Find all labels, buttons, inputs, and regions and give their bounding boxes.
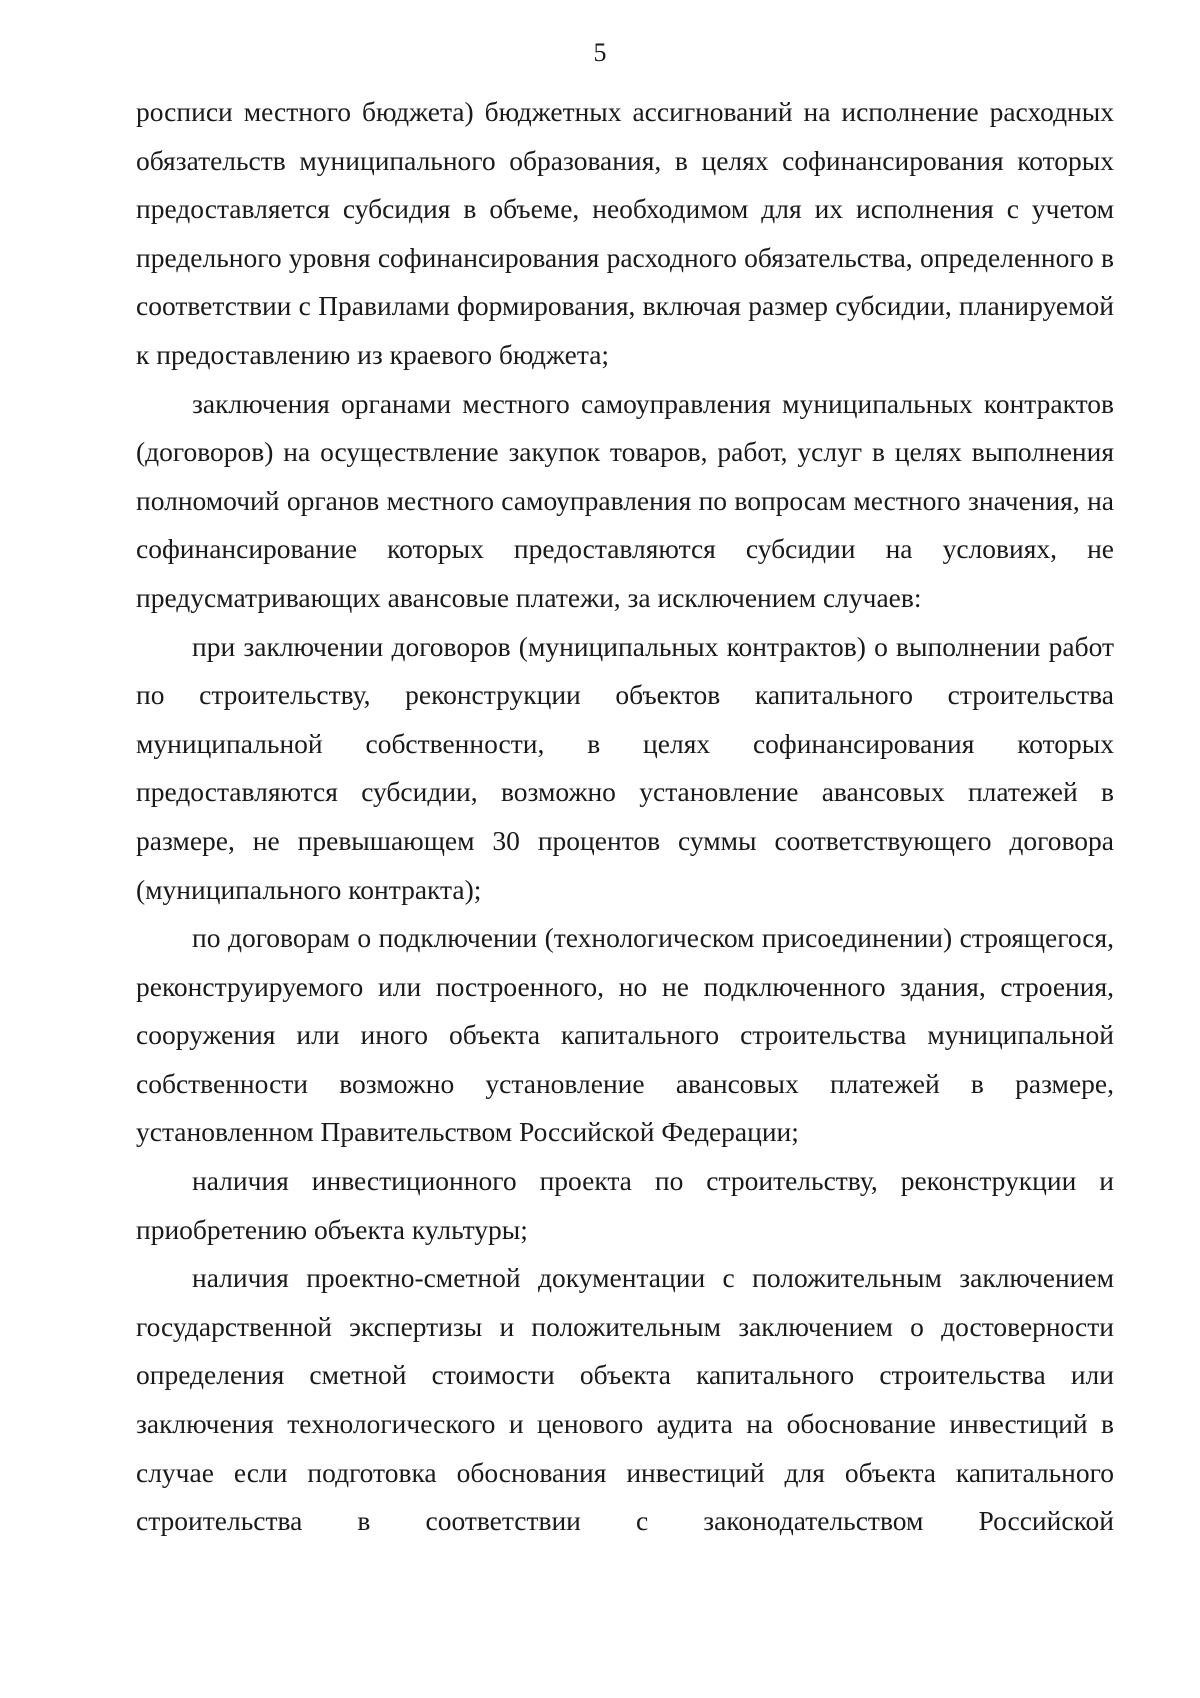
paragraph-municipal-contracts: заключения органами местного самоуправления муниципальных контрактов (договоров) на осуществление закупок товаров, работ, услуг в целях выполнения полномочий органов местного самоуправления по вопросам местного значения, на софинансирование которых предоставляются субсидии на условиях, не предусматривающих авансовые платежи, за исключением случаев: xyxy=(136,387,1114,613)
paragraph-investment-project: наличия инвестиционного проекта по строительству, реконструкции и приобретению объекта культуры; xyxy=(136,1165,1114,1245)
page-number: 5 xyxy=(593,38,607,67)
paragraph-design-documentation: наличия проектно-сметной документации с положительным заключением государственной экспертизы и положительным заключением о достоверности определения сметной стоимости объекта капитального строительства или заключения технологического и ценового аудита на обоснование инвестиций в случае если подготовка обоснования инвестиций для объекта капитального строительства в соответствии с законодательством Российской xyxy=(136,1262,1114,1537)
document-body xyxy=(136,88,1114,1546)
paragraph-connection-agreements: по договорам о подключении (технологическом присоединении) строящегося, реконструируемого или построенного, но не подключенного здания, строения, сооружения или иного объекта капитального строительства муниципальной собственности возможно установление авансовых платежей в размере, установленном Правительством Российской Федерации; xyxy=(136,922,1114,1148)
paragraph-construction-contracts: при заключении договоров (муниципальных контрактов) о выполнении работ по строительству, реконструкции объектов капитального строительства муниципальной собственности, в целях софинансирования которых предоставляются субсидии, возможно установление авансовых платежей в размере, не превышающем 30 процентов суммы соответствующего договора (муниципального контракта); xyxy=(136,630,1114,905)
paragraph-budget-allocations: росписи местного бюджета) бюджетных ассигнований на исполнение расходных обязательств муниципального образования, в целях софинансирования которых предоставляется субсидия в объеме, необходимом для их исполнения с учетом предельного уровня софинансирования расходного обязательства, определенного в соответствии с Правилами формирования, включая размер субсидии, планируемой к предоставлению из краевого бюджета; xyxy=(136,96,1114,370)
